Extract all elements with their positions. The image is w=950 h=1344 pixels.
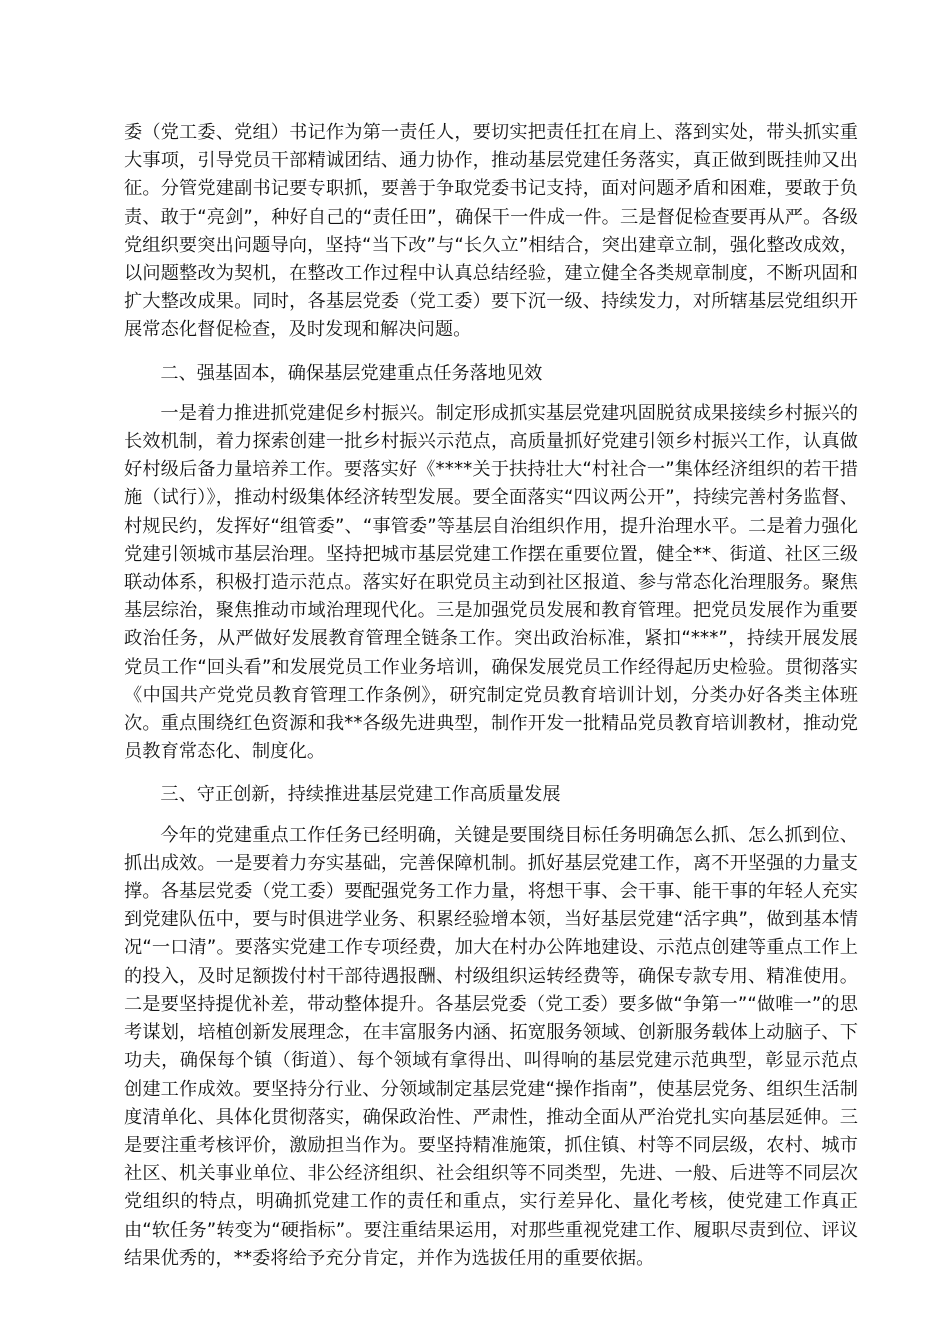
paragraph-section-3-body: 今年的党建重点工作任务已经明确，关键是要围绕目标任务明确怎么抓、怎么抓到位、抓出成效。一是要着力夯实基础，完善保障机制。抓好基层党建工作，离不开坚强的力量支撑。各基层党委（党工委）要配强党务工作力量，将想干事、会干事、能干事的年轻人充实到党建队伍中，要与时俱进学业务、积累经验增本领，当好基层党建“活字典”，做到基本情况“一口清”。要落实党建工作专项经费，加大在村办公阵地建设、示范点创建等重点工作上的投入，及时足额拨付村干部待遇报酬、村级组织运转经费等，确保专款专用、精准使用。二是要坚持提优补差，带动整体提升。各基层党委（党工委）要多做“争第一”“做唯一”的思考谋划，培植创新发展理念，在丰富服务内涵、拓宽服务领域、创新服务载体上动脑子、下功夫，确保每个镇（街道）、每个领域有拿得出、叫得响的基层党建示范典型，彰显示范点创建工作成效。要坚持分行业、分领域制定基层党建“操作指南”，使基层党务、组织生活制度清单化、具体化贯彻落实，确保政治性、严肃性，推动全面从严治党扎实向基层延伸。三是要注重考核评价，激励担当作为。要坚持精准施策，抓住镇、村等不同层级，农村、城市社区、机关事业单位、非公经济组织、社会组织等不同类型，先进、一般、后进等不同层次党组织的特点，明确抓党建工作的责任和重点，实行差异化、量化考核，使党建工作真正由“软任务”转变为“硬指标”。要注重结果运用，对那些重视党建工作、履职尽责到位、评议结果优秀的，**委将给予充分肯定，并作为选拔任用的重要依据。 bbox=[124, 824, 858, 1269]
document-page bbox=[124, 119, 858, 1273]
section-heading-3: 三、守正创新，持续推进基层党建工作高质量发展 bbox=[160, 784, 561, 806]
section-heading-2: 二、强基固本，确保基层党建重点任务落地见效 bbox=[160, 362, 543, 384]
paragraph-section-2-body: 一是着力推进抓党建促乡村振兴。制定形成抓实基层党建巩固脱贫成果接续乡村振兴的长效机制，着力探索创建一批乡村振兴示范点，高质量抓好党建引领乡村振兴工作，认真做好村级后备力量培养工作。要落实好《****关于扶持壮大“村社合一”集体经济组织的若干措施（试行）》，推动村级集体经济转型发展。要全面落实“四议两公开”，持续完善村务监督、村规民约，发挥好“组管委”、“事管委”等基层自治组织作用，提升治理水平。二是着力强化党建引领城市基层治理。坚持把城市基层党建工作摆在重要位置，健全**、街道、社区三级联动体系，积极打造示范点。落实好在职党员主动到社区报道、参与常态化治理服务。聚焦基层综治，聚焦推动市域治理现代化。三是加强党员发展和教育管理。把党员发展作为重要政治任务，从严做好发展教育管理全链条工作。突出政治标准，紧扣“***”，持续开展发展党员工作“回头看”和发展党员工作业务培训，确保发展党员工作经得起历史检验。贯彻落实《中国共产党党员教育管理工作条例》，研究制定党员教育培训计划，分类办好各类主体班次。重点围绕红色资源和我**各级先进典型，制作开发一批精品党员教育培训教材，推动党员教育常态化、制度化。 bbox=[124, 402, 858, 763]
paragraph-responsibility-continued: 委（党工委、党组）书记作为第一责任人，要切实把责任扛在肩上、落到实处，带头抓实重大事项，引导党员干部精诚团结、通力协作，推动基层党建任务落实，真正做到既挂帅又出征。分管党建副书记要专职抓，要善于争取党委书记支持，面对问题矛盾和困难，要敢于负责、敢于“亮剑”，种好自己的“责任田”，确保干一件成一件。三是督促检查要再从严。各级党组织要突出问题导向，坚持“当下改”与“长久立”相结合，突出建章立制，强化整改成效，以问题整改为契机，在整改工作过程中认真总结经验，建立健全各类规章制度，不断巩固和扩大整改成果。同时，各基层党委（党工委）要下沉一级、持续发力，对所辖基层党组织开展常态化督促检查，及时发现和解决问题。 bbox=[124, 122, 858, 341]
